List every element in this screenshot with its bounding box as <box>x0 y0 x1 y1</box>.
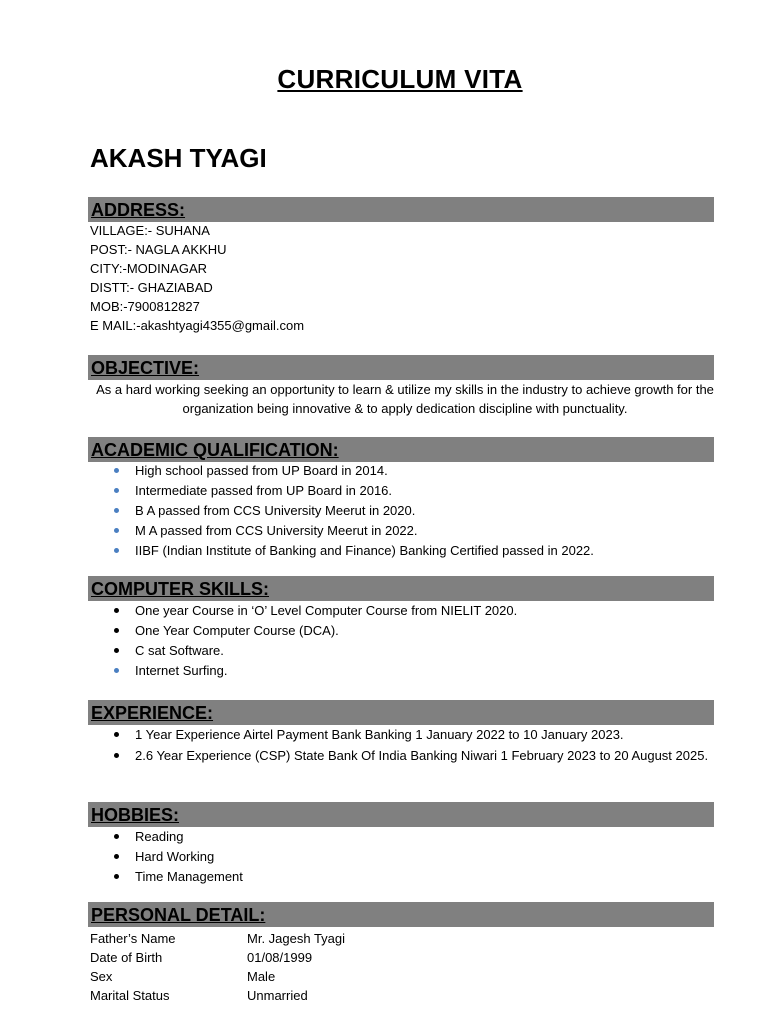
bullet-icon <box>114 732 119 737</box>
email-line: E MAIL:-akashtyagi4355@gmail.com <box>90 318 305 333</box>
list-item: Hard Working <box>110 847 243 867</box>
academic-list <box>110 461 594 561</box>
computer-list <box>110 601 517 681</box>
personal-row <box>90 948 345 967</box>
list-item: Internet Surfing. <box>110 661 517 681</box>
personal-section-bar <box>88 902 714 927</box>
list-item: 2.6 Year Experience (CSP) State Bank Of India Banking Niwari 1 February 2023 to 20 August 2025. <box>110 746 725 766</box>
bullet-icon <box>114 648 119 653</box>
bullet-icon <box>114 628 119 633</box>
bullet-icon <box>114 548 119 553</box>
hobbies-section-bar <box>88 802 714 827</box>
list-item: Intermediate passed from UP Board in 2016. <box>110 481 594 501</box>
list-item: Reading <box>110 827 243 847</box>
address-line: MOB:-7900812827 <box>90 299 200 314</box>
personal-heading: PERSONAL DETAIL: <box>91 905 266 925</box>
address-line: DISTT:- GHAZIABAD <box>90 280 213 295</box>
personal-details-table <box>90 929 345 1005</box>
list-item: One Year Computer Course (DCA). <box>110 621 517 641</box>
list-item: Time Management <box>110 867 243 887</box>
list-item: 1 Year Experience Airtel Payment Bank Banking 1 January 2022 to 10 January 2023. <box>110 725 725 745</box>
list-item: M A passed from CCS University Meerut in 2022. <box>110 521 594 541</box>
computer-heading: COMPUTER SKILLS: <box>91 579 269 599</box>
personal-value: Mr. Jagesh Tyagi <box>247 931 346 946</box>
personal-key: Father’s Name <box>90 931 176 946</box>
objective-text: As a hard working seeking an opportunity to learn & utilize my skills in the industry to achieve growth for the organization being innovative & to apply dedication discipline with punctuality. <box>96 382 714 416</box>
candidate-name: AKASH TYAGI <box>90 143 267 173</box>
academic-section-bar <box>88 437 714 462</box>
list-item: C sat Software. <box>110 641 517 661</box>
personal-value: Unmarried <box>247 988 308 1003</box>
bullet-icon <box>114 488 119 493</box>
address-heading: ADDRESS: <box>91 200 186 220</box>
document-title: CURRICULUM VITA <box>277 64 523 94</box>
personal-row <box>90 967 345 986</box>
personal-key: Date of Birth <box>90 950 163 965</box>
objective-heading: OBJECTIVE: <box>91 358 200 378</box>
personal-row <box>90 986 345 1005</box>
address-line: POST:- NAGLA AKKHU <box>90 242 227 257</box>
bullet-icon <box>114 854 119 859</box>
academic-heading: ACADEMIC QUALIFICATION: <box>91 440 339 460</box>
address-line: VILLAGE:- SUHANA <box>90 223 210 238</box>
list-item: One year Course in ‘O’ Level Computer Course from NIELIT 2020. <box>110 601 517 621</box>
hobbies-heading: HOBBIES: <box>91 805 180 825</box>
address-line: CITY:-MODINAGAR <box>90 261 208 276</box>
bullet-icon <box>114 508 119 513</box>
list-item: High school passed from UP Board in 2014. <box>110 461 594 481</box>
hobbies-list <box>110 827 243 887</box>
bullet-icon <box>114 608 119 613</box>
address-section-bar <box>88 197 714 222</box>
bullet-icon <box>114 528 119 533</box>
experience-section-bar <box>88 700 714 725</box>
personal-key: Sex <box>90 969 113 984</box>
personal-value: Male <box>247 969 276 984</box>
personal-key: Marital Status <box>90 988 170 1003</box>
experience-list <box>110 725 725 766</box>
objective-section-bar <box>88 355 714 380</box>
list-item: B A passed from CCS University Meerut in 2020. <box>110 501 594 521</box>
bullet-icon <box>114 468 119 473</box>
computer-section-bar <box>88 576 714 601</box>
personal-row <box>90 929 345 948</box>
bullet-icon <box>114 668 119 673</box>
bullet-icon <box>114 753 119 758</box>
experience-heading: EXPERIENCE: <box>91 703 214 723</box>
bullet-icon <box>114 834 119 839</box>
personal-value: 01/08/1999 <box>247 950 313 965</box>
address-lines <box>90 221 304 335</box>
list-item: IIBF (Indian Institute of Banking and Finance) Banking Certified passed in 2022. <box>110 541 594 561</box>
bullet-icon <box>114 874 119 879</box>
